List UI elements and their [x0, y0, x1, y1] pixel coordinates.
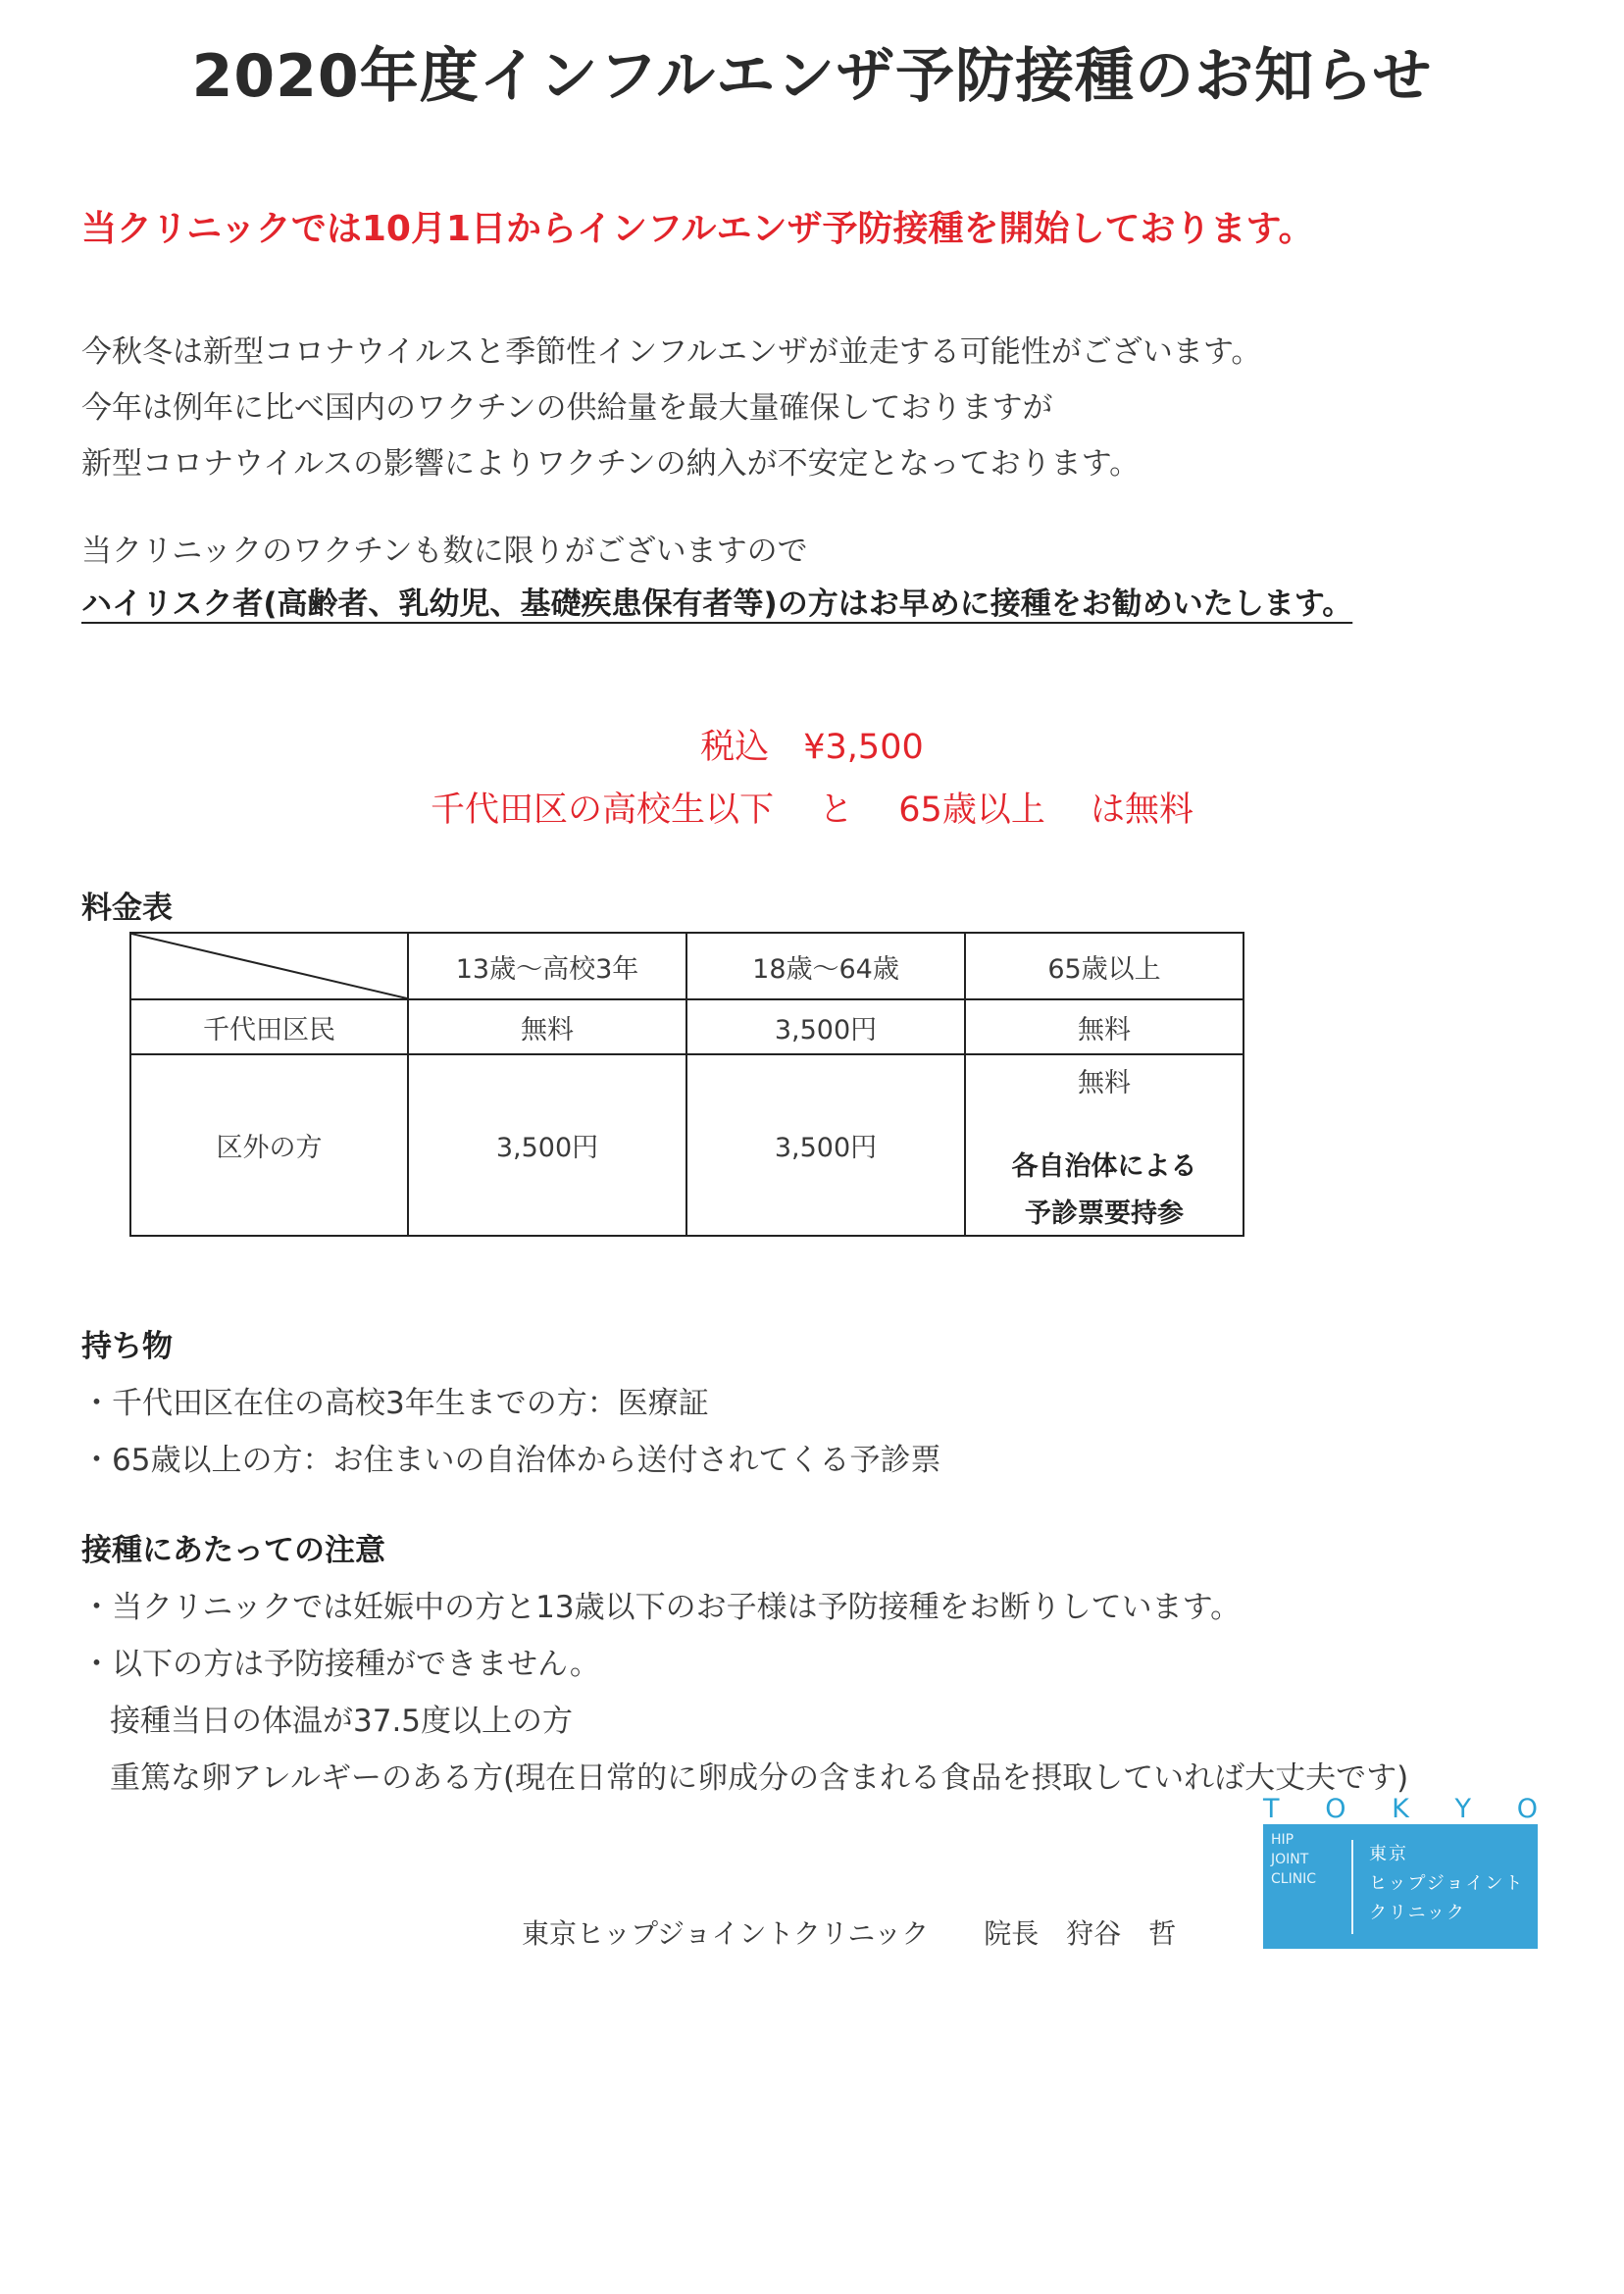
logo-text-line: JOINT: [1271, 1852, 1309, 1867]
logo-tokyo-letters: [1263, 1794, 1538, 1824]
clinic-signature: 東京ヒップジョイントクリニック 院長 狩谷 哲: [522, 1917, 1177, 1950]
row-label: 千代田区民: [130, 999, 408, 1054]
list-item: ・65歳以上の方：お住まいの自治体から送付されてくる予診票: [81, 1443, 941, 1478]
start-announcement: 当クリニックでは10月1日からインフルエンザ予防接種を開始しております。: [81, 209, 1314, 249]
list-item: ・当クリニックでは妊娠中の方と13歳以下のお子様は予防接種をお断りしています。: [81, 1590, 1242, 1625]
list-sub-item: 接種当日の体温が37.5度以上の方: [110, 1704, 574, 1739]
table-cell-top-text: 無料: [1078, 1068, 1131, 1098]
questionnaire-note-line: 各自治体による: [1011, 1151, 1197, 1182]
list-sub-item: 重篤な卵アレルギーのある方(現在日常的に卵成分の含まれる食品を摂取していれば大丈夫です): [110, 1760, 1409, 1796]
table-header-row: [130, 933, 1243, 999]
table-cell-65-outside: [965, 1054, 1243, 1236]
table-corner-cell: [130, 933, 408, 999]
column-header: 13歳～高校3年: [408, 933, 686, 999]
logo-text-line: HIP: [1271, 1832, 1294, 1848]
page-title: 2020年度インフルエンザ予防接種のお知らせ: [191, 42, 1433, 111]
fee-table-heading: 料金表: [81, 891, 173, 926]
cautions-heading: 接種にあたっての注意: [81, 1533, 385, 1568]
price-line: 税込 ¥3,500: [700, 728, 924, 767]
table-cell: 3,500円: [686, 1054, 965, 1236]
free-eligibility-line: 千代田区の高校生以下 と 65歳以上 は無料: [431, 790, 1193, 830]
high-risk-note: ハイリスク者(高齢者、乳幼児、基礎疾患保有者等)の方はお早めに接種をお勧めいたします。: [81, 586, 1353, 622]
intro-line-1: 今秋冬は新型コロナウイルスと季節性インフルエンザが並走する可能性がございます。: [81, 334, 1262, 370]
logo-japanese-name: [1369, 1840, 1524, 1928]
column-header: 18歳～64歳: [686, 933, 965, 999]
logo-english-name: [1271, 1830, 1316, 1889]
diagonal-line: [131, 934, 407, 998]
list-item: ・千代田区在住の高校3年生までの方：医療証: [81, 1386, 709, 1421]
questionnaire-note-line: 予診票要持参: [1025, 1198, 1184, 1229]
fee-table: [129, 932, 1244, 1237]
logo-letter: K: [1392, 1794, 1409, 1824]
row-label: 区外の方: [130, 1054, 408, 1236]
logo-divider: [1351, 1840, 1353, 1934]
logo-text-line: CLINIC: [1271, 1871, 1317, 1887]
logo-text-line: クリニック: [1369, 1903, 1466, 1923]
table-cell: 無料: [408, 999, 686, 1054]
logo-letter: O: [1516, 1794, 1538, 1824]
column-header: 65歳以上: [965, 933, 1243, 999]
table-cell: 3,500円: [686, 999, 965, 1054]
logo-letter: O: [1325, 1794, 1346, 1824]
limited-stock-note: 当クリニックのワクチンも数に限りがございますので: [81, 534, 808, 569]
intro-line-3: 新型コロナウイルスの影響によりワクチンの納入が不安定となっております。: [81, 446, 1141, 482]
questionnaire-note: [966, 1144, 1243, 1238]
table-cell: 3,500円: [408, 1054, 686, 1236]
table-cell: 無料: [965, 999, 1243, 1054]
list-item: ・以下の方は予防接種ができません。: [81, 1647, 600, 1682]
logo-letter: T: [1263, 1794, 1280, 1824]
logo-text-line: 東京: [1369, 1844, 1408, 1864]
table-row: [130, 999, 1243, 1054]
clinic-logo: [1263, 1824, 1538, 1949]
logo-text-line: ヒップジョイント: [1369, 1873, 1525, 1894]
logo-letter: Y: [1454, 1794, 1472, 1824]
belongings-heading: 持ち物: [81, 1329, 173, 1364]
intro-line-2: 今年は例年に比べ国内のワクチンの供給量を最大量確保しておりますが: [81, 390, 1053, 426]
table-row: [130, 1054, 1243, 1236]
